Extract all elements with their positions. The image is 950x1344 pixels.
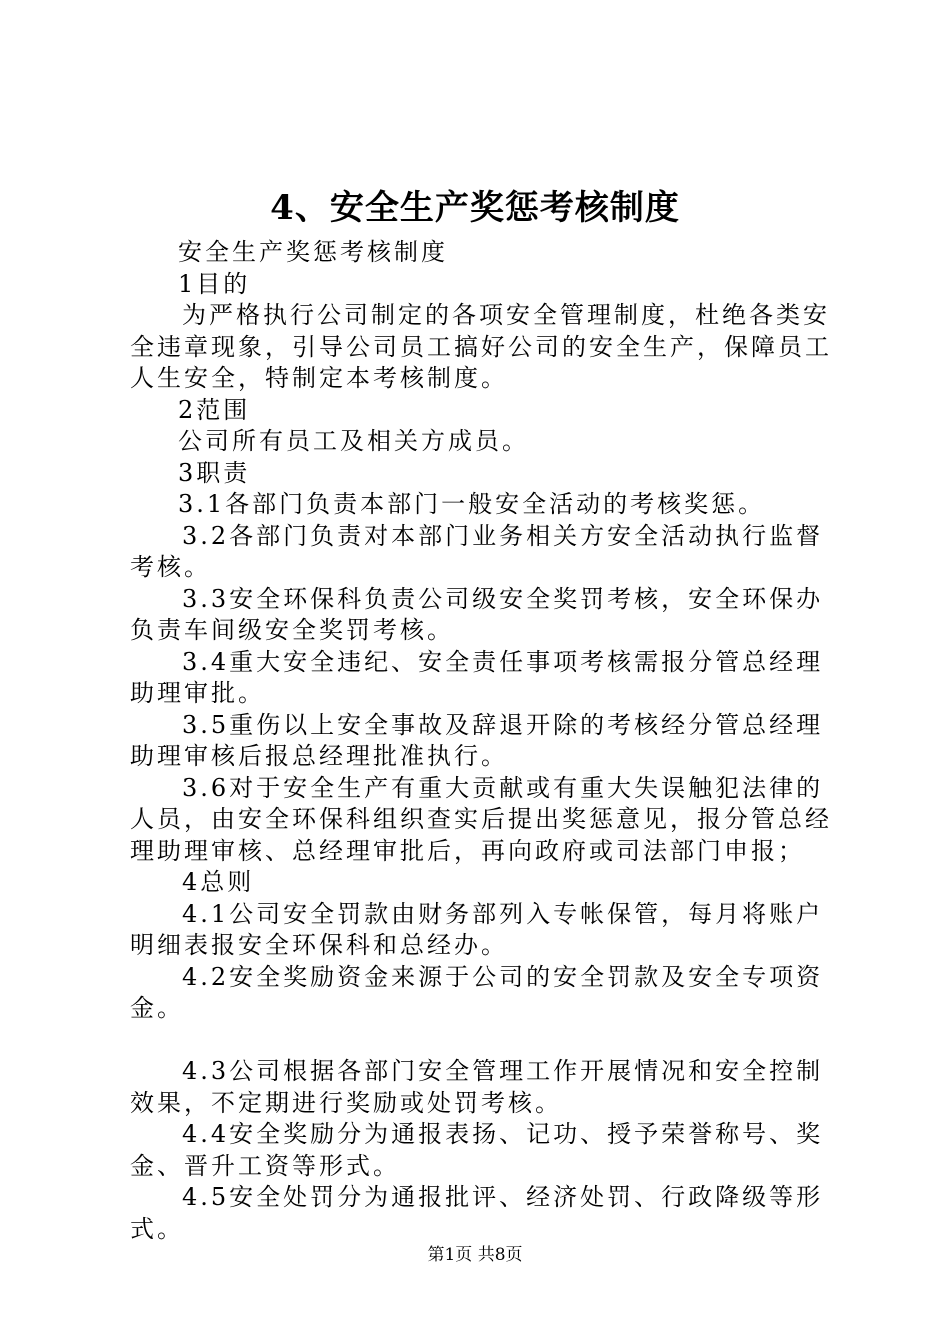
section-heading-duties: 3职责 <box>178 458 251 487</box>
section-heading-purpose: 1目的 <box>178 269 251 298</box>
paragraph-general-4-1: 4.1公司安全罚款由财务部列入专帐保管，每月将账户明细表报安全环保科和总经办。 <box>130 899 824 959</box>
paragraph-doc-name: 安全生产奖惩考核制度 <box>178 238 448 266</box>
paragraph-general-4-4: 4.4安全奖励分为通报表扬、记功、授予荣誉称号、奖金、晋升工资等形式。 <box>130 1120 824 1180</box>
paragraph-duty-3-6: 3.6对于安全生产有重大贡献或有重大失误触犯法律的人员，由安全环保科组织查实后提出奖惩意见，报分管总经理助理审核、总经理审批后，再向政府或司法部门申报； <box>130 773 832 865</box>
paragraph-duty-3-5: 3.5重伤以上安全事故及辞退开除的考核经分管总经理助理审核后报总经理批准执行。 <box>130 710 824 770</box>
document-body <box>130 237 850 1245</box>
paragraph-general-4-3: 4.3公司根据各部门安全管理工作开展情况和安全控制效果，不定期进行奖励或处罚考核。 <box>130 1057 824 1117</box>
paragraph-purpose: 为严格执行公司制定的各项安全管理制度，杜绝各类安全违章现象，引导公司员工搞好公司的安全生产，保障员工人生安全，特制定本考核制度。 <box>130 301 832 392</box>
paragraph-general-4-2: 4.2安全奖励资金来源于公司的安全罚款及安全专项资金。 <box>130 962 824 1022</box>
paragraph-scope: 公司所有员工及相关方成员。 <box>178 427 529 455</box>
section-heading-general: 4总则 <box>182 868 255 896</box>
paragraph-duty-3-3: 3.3安全环保科负责公司级安全奖罚考核，安全环保办负责车间级安全奖罚考核。 <box>130 584 824 644</box>
paragraph-general-4-5: 4.5安全处罚分为通报批评、经济处罚、行政降级等形式。 <box>130 1183 824 1243</box>
paragraph-duty-3-1: 3.1各部门负责本部门一般安全活动的考核奖惩。 <box>178 490 766 518</box>
section-heading-scope: 2范围 <box>178 395 251 424</box>
paragraph-duty-3-2: 3.2各部门负责对本部门业务相关方安全活动执行监督考核。 <box>130 521 824 581</box>
paragraph-duty-3-4: 3.4重大安全违纪、安全责任事项考核需报分管总经理助理审批。 <box>130 647 824 707</box>
blank-line <box>130 1025 850 1057</box>
page-footer: 第1页 共8页 <box>427 1245 523 1265</box>
page-title: 4、安全生产奖惩考核制度 <box>270 188 680 228</box>
